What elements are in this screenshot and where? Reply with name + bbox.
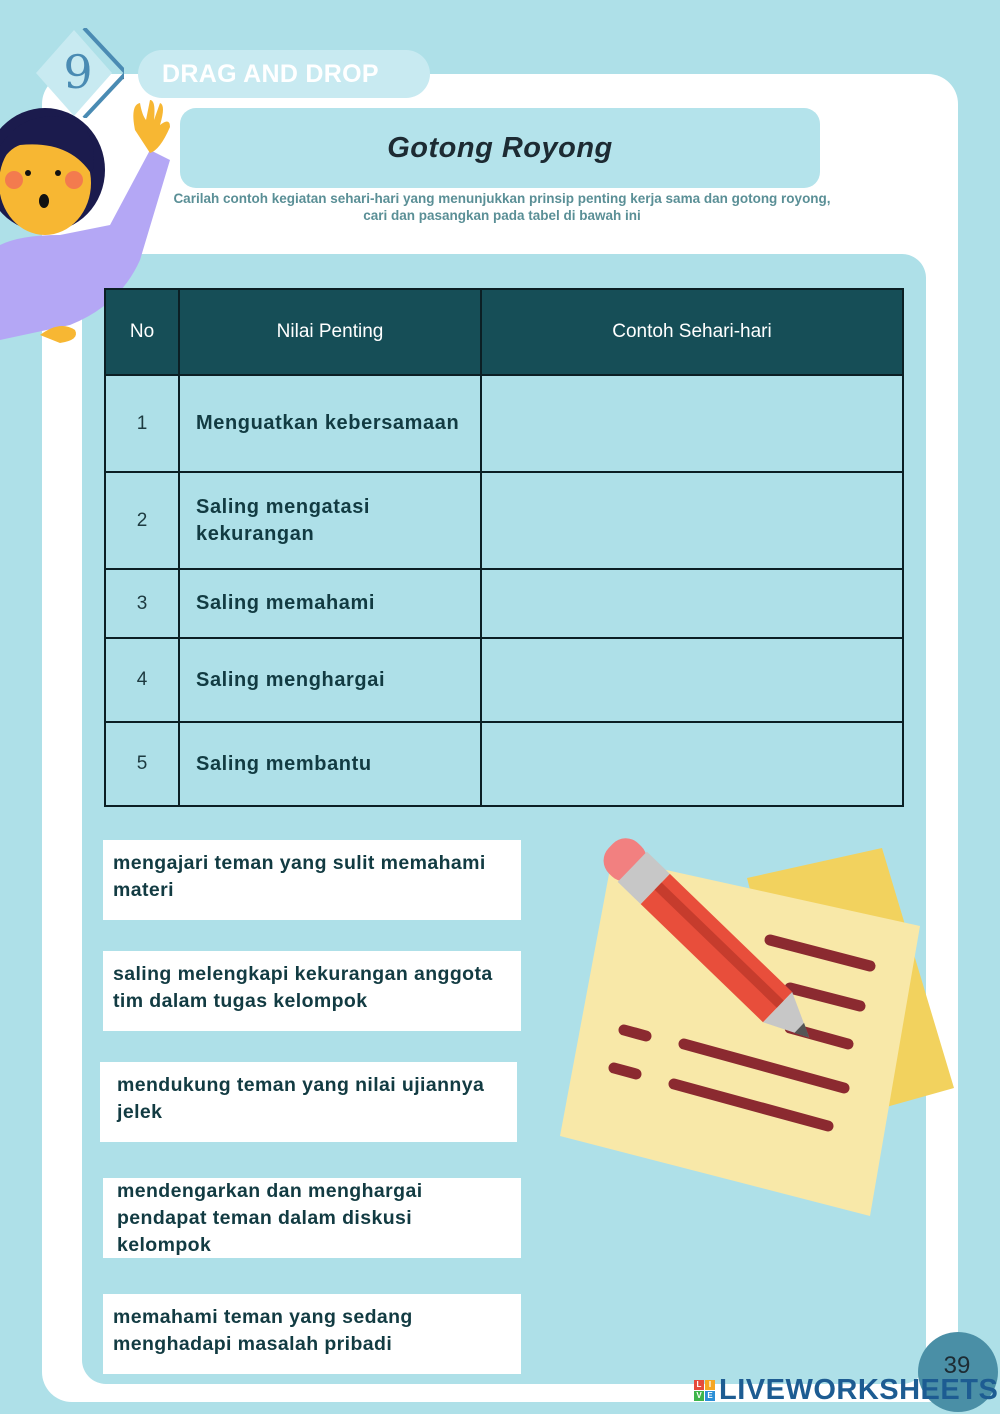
row-value: Saling memahami — [179, 569, 481, 638]
column-header-value: Nilai Penting — [179, 289, 481, 375]
page-title: Gotong Royong — [387, 131, 613, 164]
row-value: Saling mengatasi kekurangan — [179, 472, 481, 569]
matching-table — [104, 288, 904, 807]
table-header-row — [105, 289, 903, 375]
column-header-example: Contoh Sehari-hari — [481, 289, 903, 375]
row-number: 2 — [105, 472, 179, 569]
drag-card-1[interactable]: mengajari teman yang sulit memahami materi — [103, 840, 521, 920]
row-value: Menguatkan kebersamaan — [179, 375, 481, 472]
drop-zone[interactable] — [481, 638, 903, 722]
drag-card-4[interactable]: mendengarkan dan menghargai pendapat teman dalam diskusi kelompok — [103, 1178, 521, 1258]
row-number: 1 — [105, 375, 179, 472]
page-number: 39 — [943, 1352, 971, 1379]
row-value: Saling menghargai — [179, 638, 481, 722]
activity-label: DRAG AND DROP — [162, 60, 379, 88]
drop-zone[interactable] — [481, 375, 903, 472]
title-box — [180, 108, 820, 188]
table-row — [105, 569, 903, 638]
pencil-notes-illustration — [552, 818, 962, 1228]
logo-letter: V — [694, 1391, 704, 1401]
activity-number: 9 — [63, 45, 93, 99]
instruction-text: Carilah contoh kegiatan sehari-hari yang menunjukkan prinsip penting kerja sama dan gotong royong, cari dan pasangkan pada tabel di bawah ini — [173, 191, 831, 223]
row-number: 4 — [105, 638, 179, 722]
row-number: 3 — [105, 569, 179, 638]
drop-zone[interactable] — [481, 722, 903, 806]
row-number: 5 — [105, 722, 179, 806]
drag-card-2[interactable]: saling melengkapi kekurangan anggota tim dalam tugas kelompok — [103, 951, 521, 1031]
liveworksheets-wordmark: LIVEWORKSHEETS — [719, 1373, 999, 1406]
row-value: Saling membantu — [179, 722, 481, 806]
drag-card-5[interactable]: memahami teman yang sedang menghadapi masalah pribadi — [103, 1294, 521, 1374]
table-row — [105, 722, 903, 806]
logo-letter: E — [705, 1391, 715, 1401]
column-header-no: No — [105, 289, 179, 375]
liveworksheets-logo — [694, 1374, 998, 1406]
table-row — [105, 375, 903, 472]
logo-letter: I — [705, 1380, 715, 1390]
drop-zone[interactable] — [481, 472, 903, 569]
drag-card-3[interactable]: mendukung teman yang nilai ujiannya jelek — [100, 1062, 517, 1142]
drop-zone[interactable] — [481, 569, 903, 638]
logo-letter: L — [694, 1380, 704, 1390]
liveworksheets-logo-mark — [694, 1380, 715, 1401]
table-row — [105, 638, 903, 722]
table-row — [105, 472, 903, 569]
